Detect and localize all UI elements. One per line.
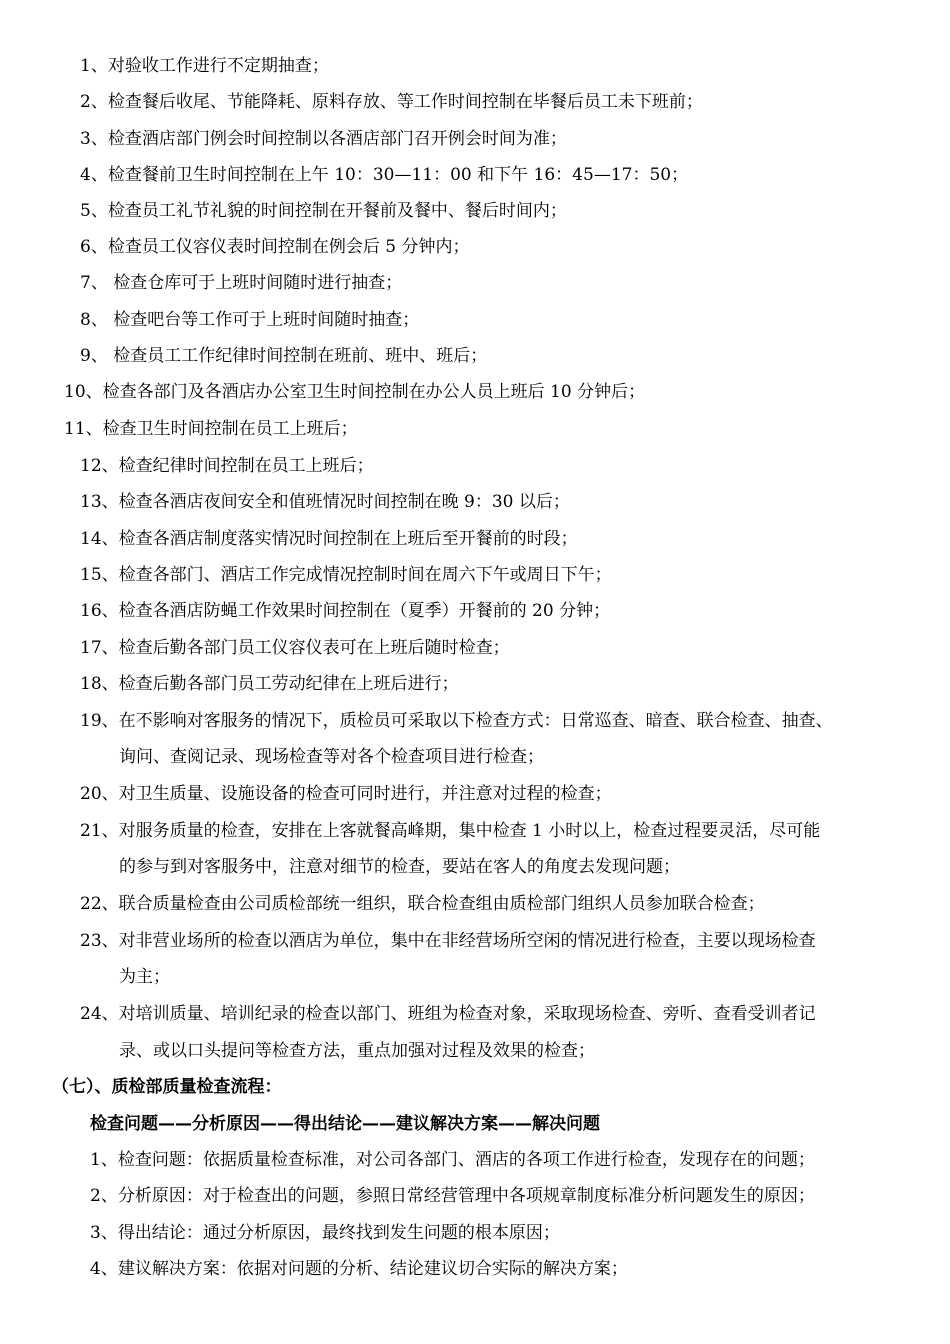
flow-item: 4、建议解决方案：依据对问题的分析、结论建议切合实际的解决方案；: [90, 1259, 628, 1279]
list-item: 19、在不影响对客服务的情况下，质检员可采取以下检查方式：日常巡查、暗查、联合检查、抽查、: [80, 711, 833, 731]
list-item: 21、对服务质量的检查，安排在上客就餐高峰期，集中检查 1 小时以上，检查过程要灵活，尽可能: [80, 821, 821, 841]
list-item: 16、检查各酒店防蝇工作效果时间控制在（夏季）开餐前的 20 分钟；: [80, 601, 611, 621]
list-item: 3、检查酒店部门例会时间控制以各酒店部门召开例会时间为准；: [80, 129, 567, 149]
list-item-continuation: 询问、查阅记录、现场检查等对各个检查项目进行检查；: [119, 747, 544, 767]
list-item: 23、对非营业场所的检查以酒店为单位，集中在非经营场所空闲的情况进行检查，主要以现场检查: [80, 931, 816, 951]
list-item-continuation: 为主；: [119, 967, 170, 987]
list-item: 17、检查后勤各部门员工仪容仪表可在上班后随时检查；: [80, 638, 510, 658]
list-item: 2、检查餐后收尾、节能降耗、原料存放、等工作时间控制在毕餐后员工未下班前；: [80, 92, 703, 112]
list-item: 1、对验收工作进行不定期抽查；: [80, 56, 329, 76]
list-item: 24、对培训质量、培训纪录的检查以部门、班组为检查对象，采取现场检查、旁听、查看受训者记: [80, 1004, 816, 1024]
list-item: 4、检查餐前卫生时间控制在上午 10：30—11：00 和下午 16：45—17：50；: [80, 165, 689, 185]
flow-item: 3、得出结论：通过分析原因，最终找到发生问题的根本原因；: [90, 1223, 560, 1243]
list-item: 13、检查各酒店夜间安全和值班情况时间控制在晚 9：30 以后；: [80, 492, 570, 512]
list-item: 11、检查卫生时间控制在员工上班后；: [64, 419, 358, 439]
list-item: 6、检查员工仪容仪表时间控制在例会后 5 分钟内；: [80, 237, 470, 257]
list-item: 5、检查员工礼节礼貌的时间控制在开餐前及餐中、餐后时间内；: [80, 201, 567, 221]
section-heading: （七）、质检部质量检查流程：: [52, 1077, 282, 1097]
list-item: 12、检查纪律时间控制在员工上班后；: [80, 456, 374, 476]
list-item: 20、对卫生质量、设施设备的检查可同时进行，并注意对过程的检查；: [80, 784, 612, 804]
list-item-continuation: 录、或以口头提问等检查方法，重点加强对过程及效果的检查；: [119, 1041, 595, 1061]
list-item: 10、检查各部门及各酒店办公室卫生时间控制在办公人员上班后 10 分钟后；: [64, 382, 646, 402]
list-item-continuation: 的参与到对客服务中，注意对细节的检查，要站在客人的角度去发现问题；: [119, 857, 680, 877]
list-item: 18、检查后勤各部门员工劳动纪律在上班后进行；: [80, 674, 459, 694]
list-item: 22、联合质量检查由公司质检部统一组织，联合检查组由质检部门组织人员参加联合检查；: [80, 894, 765, 914]
list-item: 7、 检查仓库可于上班时间随时进行抽查；: [80, 273, 403, 293]
flow-item: 1、检查问题：依据质量检查标准，对公司各部门、酒店的各项工作进行检查，发现存在的问题；: [90, 1150, 815, 1170]
flow-item: 2、分析原因：对于检查出的问题，参照日常经营管理中各项规章制度标准分析问题发生的原因；: [90, 1186, 815, 1206]
list-item: 8、 检查吧台等工作可于上班时间随时抽查；: [80, 310, 420, 330]
list-item: 9、 检查员工工作纪律时间控制在班前、班中、班后；: [80, 346, 488, 366]
list-item: 15、检查各部门、酒店工作完成情况控制时间在周六下午或周日下午；: [80, 565, 612, 585]
list-item: 14、检查各酒店制度落实情况时间控制在上班后至开餐前的时段；: [80, 529, 578, 549]
flow-line: 检查问题——分析原因——得出结论——建议解决方案——解决问题: [90, 1114, 600, 1134]
